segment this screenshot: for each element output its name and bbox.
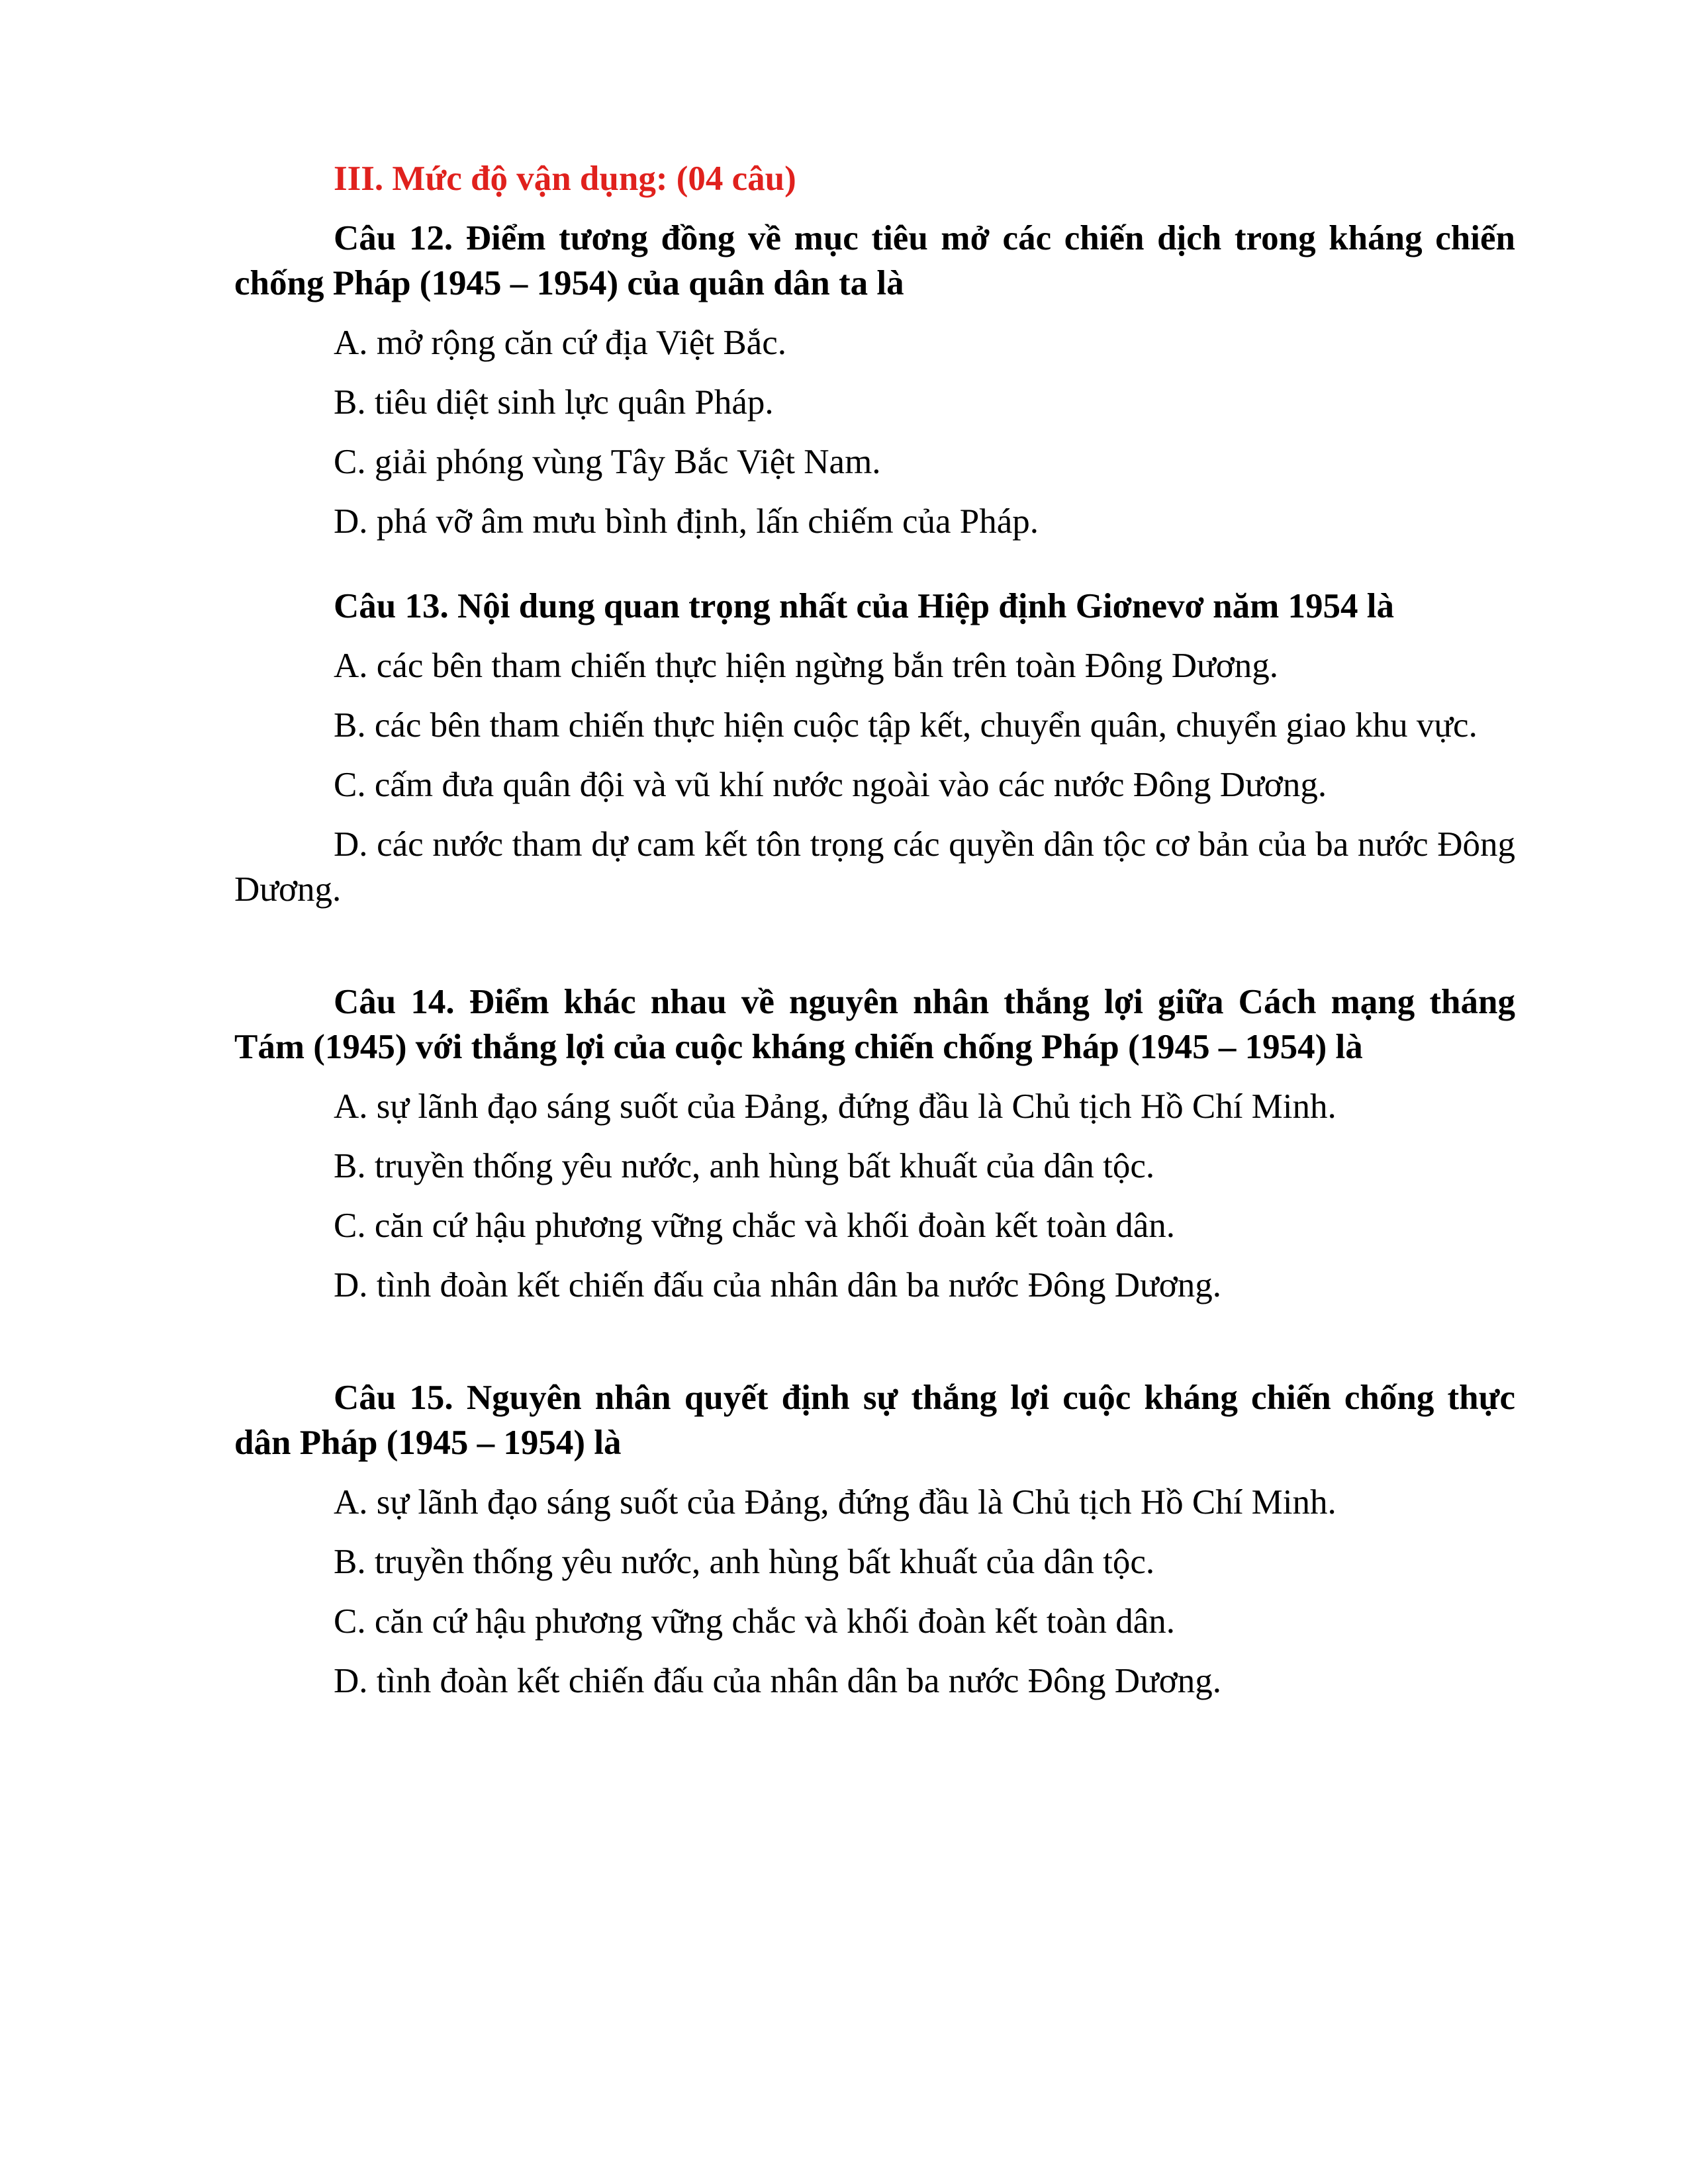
option-d: D. tình đoàn kết chiến đấu của nhân dân ba nước Đông Dương. <box>334 1662 1221 1700</box>
option-c: C. cấm đưa quân đội và vũ khí nước ngoài vào các nước Đông Dương. <box>334 766 1327 804</box>
option-d: D. phá vỡ âm mưu bình định, lấn chiếm của Pháp. <box>334 502 1039 541</box>
document-content <box>234 156 1515 1718</box>
question-stem: Câu 14. Điểm khác nhau về nguyên nhân thắng lợi giữa Cách mạng tháng Tám (1945) với thắng lợi của cuộc kháng chiến chống Pháp (1945 – 1954) là <box>234 983 1515 1066</box>
option-a: A. sự lãnh đạo sáng suốt của Đảng, đứng đầu là Chủ tịch Hồ Chí Minh. <box>334 1483 1336 1522</box>
option-c: C. giải phóng vùng Tây Bắc Việt Nam. <box>334 443 881 481</box>
question-12 <box>234 216 1515 544</box>
option-c: C. căn cứ hậu phương vững chắc và khối đoàn kết toàn dân. <box>334 1206 1176 1245</box>
question-stem: Câu 12. Điểm tương đồng về mục tiêu mở các chiến dịch trong kháng chiến chống Pháp (1945 – 1954) của quân dân ta là <box>234 219 1515 302</box>
option-b: B. truyền thống yêu nước, anh hùng bất khuất của dân tộc. <box>334 1543 1155 1581</box>
option-b: B. truyền thống yêu nước, anh hùng bất khuất của dân tộc. <box>334 1147 1155 1185</box>
option-d: D. các nước tham dự cam kết tôn trọng các quyền dân tộc cơ bản của ba nước Đông Dương. <box>234 825 1515 909</box>
option-b: B. các bên tham chiến thực hiện cuộc tập kết, chuyển quân, chuyển giao khu vực. <box>334 706 1477 745</box>
question-15 <box>234 1375 1515 1704</box>
question-13 <box>234 584 1515 912</box>
question-14 <box>234 979 1515 1308</box>
option-c: C. căn cứ hậu phương vững chắc và khối đoàn kết toàn dân. <box>334 1602 1176 1641</box>
question-stem: Câu 13. Nội dung quan trọng nhất của Hiệp định Giơnevơ năm 1954 là <box>334 587 1394 625</box>
question-stem: Câu 15. Nguyên nhân quyết định sự thắng lợi cuộc kháng chiến chống thực dân Pháp (1945 – 1954) là <box>234 1379 1515 1462</box>
option-a: A. sự lãnh đạo sáng suốt của Đảng, đứng đầu là Chủ tịch Hồ Chí Minh. <box>334 1087 1336 1126</box>
option-a: A. mở rộng căn cứ địa Việt Bắc. <box>334 324 786 362</box>
section-title: III. Mức độ vận dụng: (04 câu) <box>334 159 796 198</box>
option-d: D. tình đoàn kết chiến đấu của nhân dân ba nước Đông Dương. <box>334 1266 1221 1304</box>
option-b: B. tiêu diệt sinh lực quân Pháp. <box>334 383 774 422</box>
option-a: A. các bên tham chiến thực hiện ngừng bắn trên toàn Đông Dương. <box>334 647 1279 685</box>
